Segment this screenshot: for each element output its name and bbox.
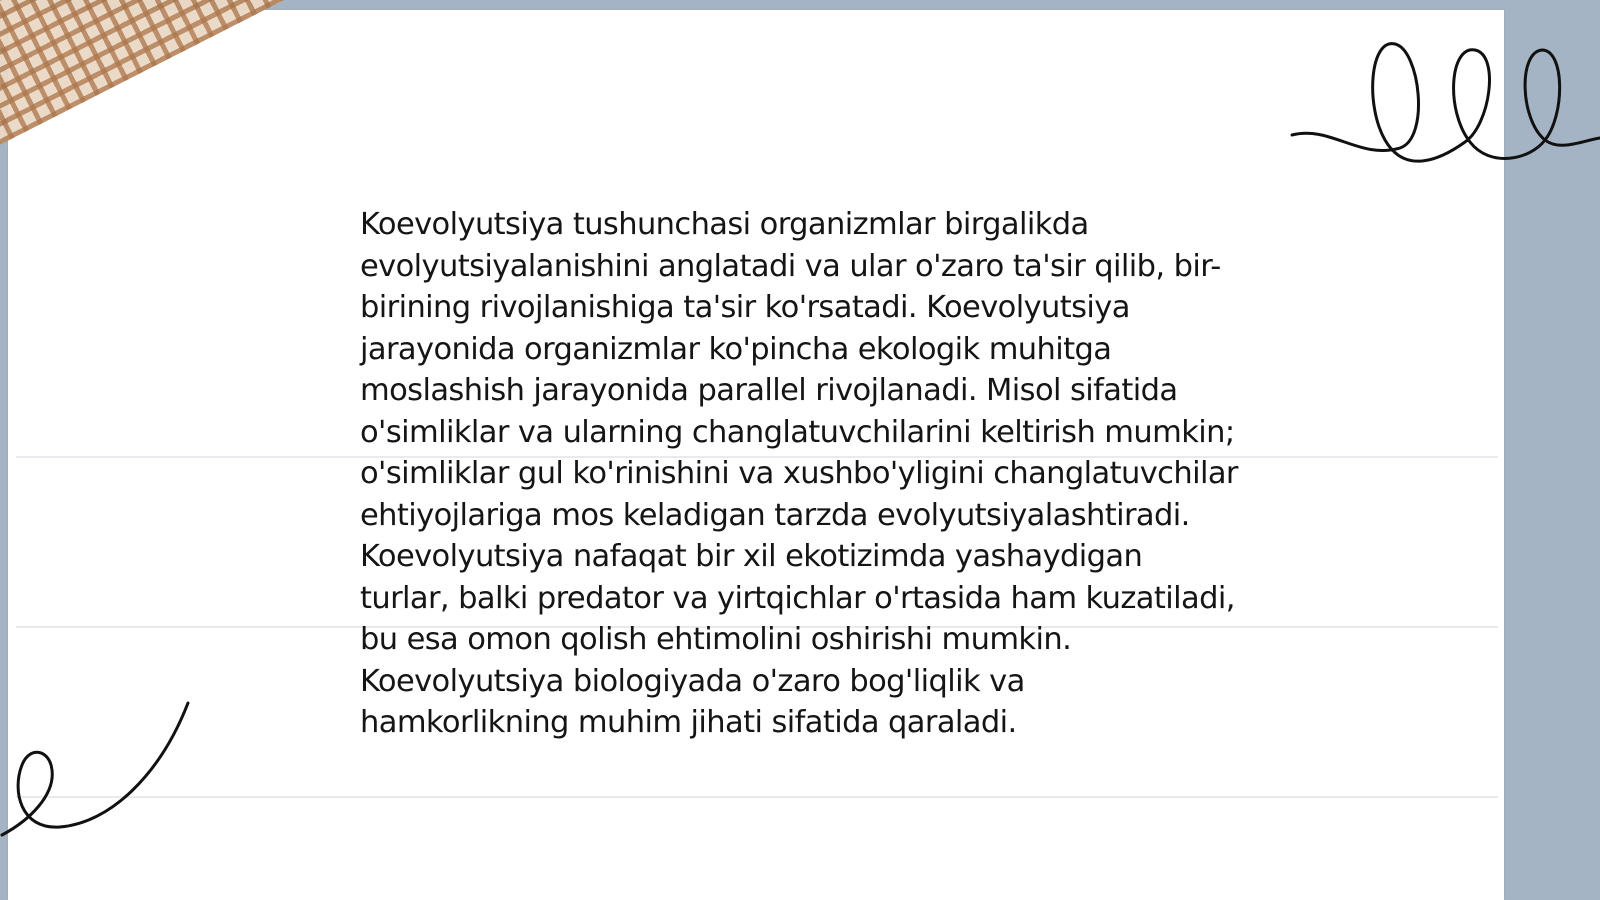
loop-squiggle-top-right-icon [1290,30,1600,170]
loop-squiggle-bottom-left-icon [0,695,200,845]
ruled-line [16,796,1498,798]
body-paragraph: Koevolyutsiya tushunchasi organizmlar birgalikda evolyutsiyalanishini anglatadi va ular o'zaro ta'sir qilib, bir-birining rivojlanishiga ta'sir ko'rsatadi. Koevolyutsiya jarayonida organizmlar ko'pincha ekologik muhitga moslashish jarayonida parallel rivojlanadi. Misol sifatida o'simliklar va ularning changlatuvchilarini keltirish mumkin; o'simliklar gul ko'rinishini va xushbo'yligini changlatuvchilar ehtiyojlariga mos keladigan tarzda evolyutsiyalashtiradi. Koevolyutsiya nafaqat bir xil ekotizimda yashaydigan turlar, balki predator va yirtqichlar o'rtasida ham kuzatiladi, bu esa omon qolish ehtimolini oshirishi mumkin. Koevolyutsiya biologiyada o'zaro bog'liqlik va hamkorlikning muhim jihati sifatida qaraladi. [360,207,1238,740]
